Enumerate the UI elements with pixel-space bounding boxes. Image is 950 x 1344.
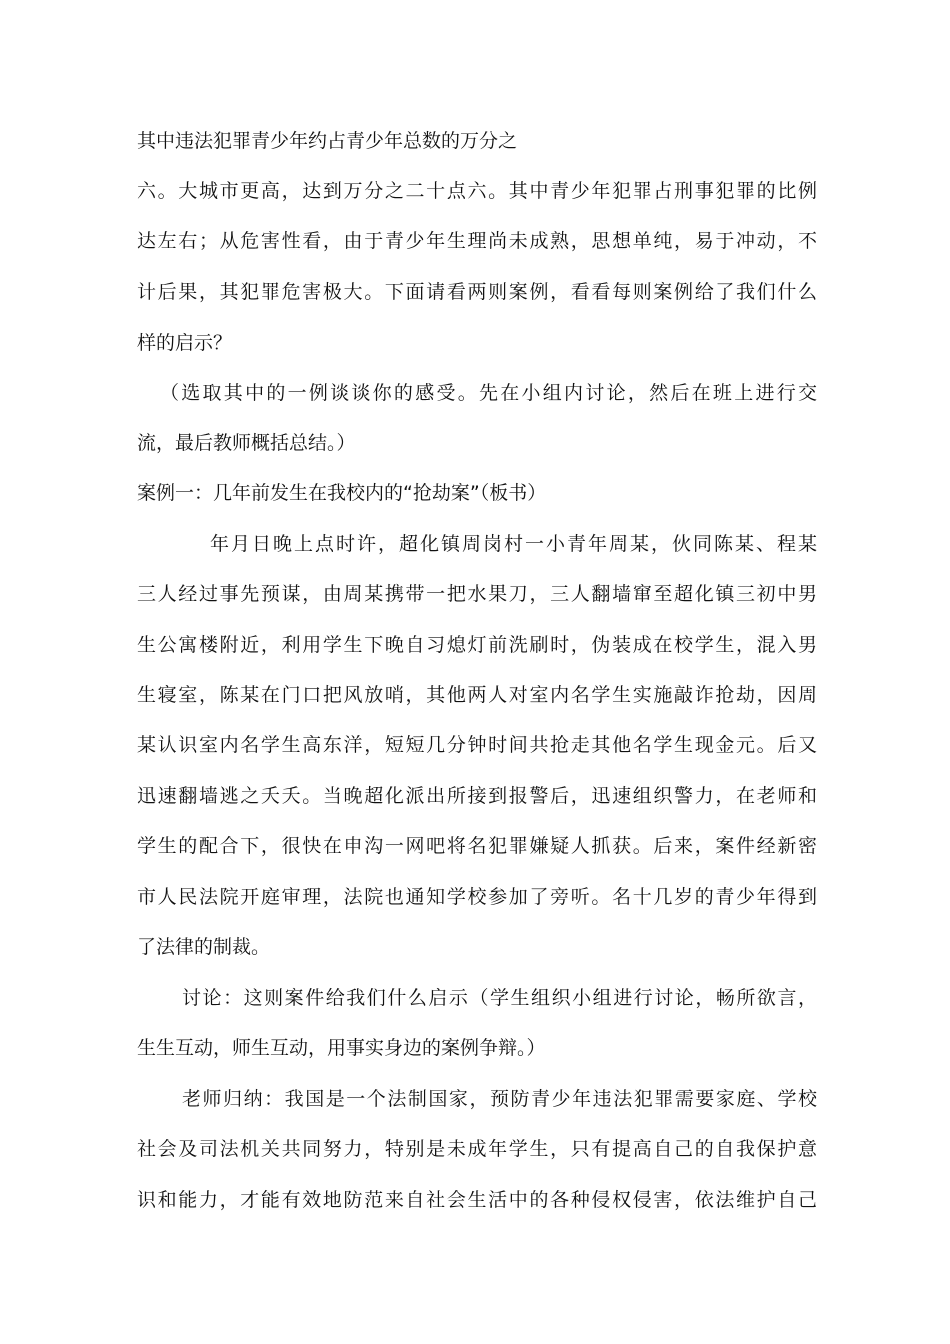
text-line: 六。大城市更高，达到万分之二十点六。其中青少年犯罪占刑事犯罪的比例 [137,180,817,202]
text-line: 生公寓楼附近，利用学生下晚自习熄灯前洗刷时，伪装成在校学生，混入男 [137,634,817,656]
text-line: 学生的配合下，很快在申沟一网吧将名犯罪嫌疑人抓获。后来，案件经新密 [137,835,817,857]
text-line: 流，最后教师概括总结。） [137,432,356,454]
text-line: 生寝室，陈某在门口把风放哨，其他两人对室内名学生实施敲诈抢劫，因周 [137,684,817,706]
text-line: 社会及司法机关共同努力，特别是未成年学生，只有提高自己的自我保护意 [137,1138,817,1160]
text-line: 其中违法犯罪青少年约占青少年总数的万分之 [137,130,518,152]
text-line: 年月日晚上点时许，超化镇周岗村一小青年周某，伙同陈某、程某 [210,533,817,555]
text-line: 达左右；从危害性看，由于青少年生理尚未成熟，思想单纯，易于冲动，不 [137,230,817,252]
text-line: 迅速翻墙逃之夭夭。当晚超化派出所接到报警后，迅速组织警力，在老师和 [137,785,817,807]
text-line: 三人经过事先预谋，由周某携带一把水果刀，三人翻墙窜至超化镇三初中男 [137,583,817,605]
case-heading: 案例一：几年前发生在我校内的“抢劫案”（板书） [137,482,547,504]
text-line: 计后果，其犯罪危害极大。下面请看两则案例，看看每则案例给了我们什么 [137,281,817,303]
text-line: 样的启示？ [137,332,233,354]
text-line: 讨论：这则案件给我们什么启示（学生组织小组进行讨论，畅所欲言， [182,987,817,1009]
text-line: （选取其中的一例谈谈你的感受。先在小组内讨论，然后在班上进行交 [160,382,817,404]
text-line: 识和能力，才能有效地防范来自社会生活中的各种侵权侵害，依法维护自己 [137,1189,817,1211]
text-line: 了法律的制裁。 [137,936,271,958]
text-line: 生生互动，师生互动，用事实身边的案例争辩。） [137,1037,546,1059]
text-line: 老师归纳：我国是一个法制国家，预防青少年违法犯罪需要家庭、学校 [182,1088,817,1110]
text-line: 某认识室内名学生高东洋，短短几分钟时间共抢走其他名学生现金元。后又 [137,734,817,756]
text-line: 市人民法院开庭审理，法院也通知学校参加了旁听。名十几岁的青少年得到 [137,886,817,908]
